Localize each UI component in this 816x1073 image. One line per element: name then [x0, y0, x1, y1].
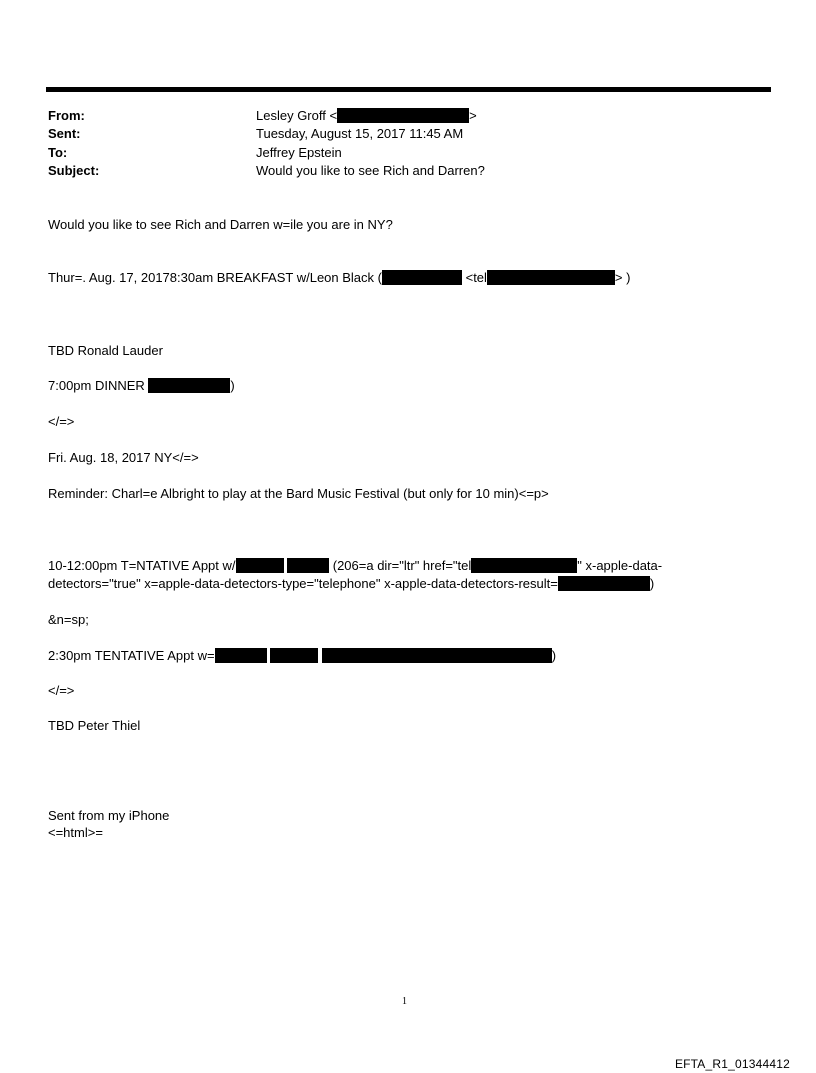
body-line-12: </=> — [48, 683, 75, 698]
body-line-8-text-c: " x-apple-data- — [577, 558, 663, 573]
body-line-11 — [48, 648, 556, 664]
to-label: To: — [48, 145, 68, 160]
sent-value: Tuesday, August 15, 2017 11:45 AM — [256, 126, 464, 141]
to-value: Jeffrey Epstein — [256, 145, 342, 160]
bates-number: EFTA_R1_01344412 — [674, 1057, 790, 1071]
body-line-8 — [48, 558, 662, 574]
from-label: From: — [48, 108, 85, 123]
body-line-10: &n=sp; — [48, 612, 89, 627]
redaction-box — [287, 558, 329, 573]
redaction-box — [337, 108, 469, 123]
body-line-2-text-c: > ) — [614, 270, 631, 285]
body-line-9-text-b: ) — [649, 576, 655, 591]
body-line-6: Fri. Aug. 18, 2017 NY</=> — [48, 450, 199, 465]
body-line-9-text-a: detectors="true" x=apple-data-detectors-type="telephone" x-apple-data-detectors-result= — [48, 576, 558, 591]
body-line-8-text-a: 10-12:00pm T=NTATIVE Appt w/ — [48, 558, 236, 573]
body-line-1: Would you like to see Rich and Darren w=ile you are in NY? — [48, 217, 393, 232]
redaction-box — [382, 270, 462, 285]
redaction-box — [148, 378, 230, 393]
body-line-4 — [48, 378, 235, 394]
body-line-4-text-a: 7:00pm DINNER — [48, 378, 149, 393]
body-line-3: TBD Ronald Lauder — [48, 343, 163, 358]
from-name: Lesley Groff < — [256, 108, 338, 123]
redaction-box — [471, 558, 577, 573]
body-line-11-text-b: ) — [551, 648, 557, 663]
trailing-markup-line: <=html>= — [48, 825, 103, 840]
page-number: 1 — [402, 996, 407, 1007]
body-line-2-text-a: Thur=. Aug. 17, 20178:30am BREAKFAST w/Leon Black ( — [48, 270, 382, 285]
subject-value: Would you like to see Rich and Darren? — [256, 163, 485, 178]
signature-line: Sent from my iPhone — [48, 808, 170, 823]
redaction-box — [215, 648, 267, 663]
header-rule — [46, 87, 771, 92]
body-line-5: </=> — [48, 414, 75, 429]
subject-label: Subject: — [48, 163, 100, 178]
redaction-box — [322, 648, 552, 663]
redaction-box — [236, 558, 284, 573]
body-line-9 — [48, 576, 654, 592]
body-line-4-text-b: ) — [230, 378, 235, 393]
from-close: > — [469, 108, 477, 123]
redaction-box — [558, 576, 650, 591]
redaction-box — [487, 270, 615, 285]
body-line-8-text-b: (206=a dir="ltr" href="tel — [329, 558, 472, 573]
sent-label: Sent: — [48, 126, 81, 141]
from-value — [256, 108, 477, 124]
redaction-box — [270, 648, 318, 663]
body-line-7: Reminder: Charl=e Albright to play at the Bard Music Festival (but only for 10 min)<=p> — [48, 486, 549, 501]
body-line-13: TBD Peter Thiel — [48, 718, 141, 733]
body-line-2-text-b: <tel — [461, 270, 487, 285]
body-line-11-text-a: 2:30pm TENTATIVE Appt w= — [48, 648, 215, 663]
body-line-2 — [48, 270, 630, 286]
